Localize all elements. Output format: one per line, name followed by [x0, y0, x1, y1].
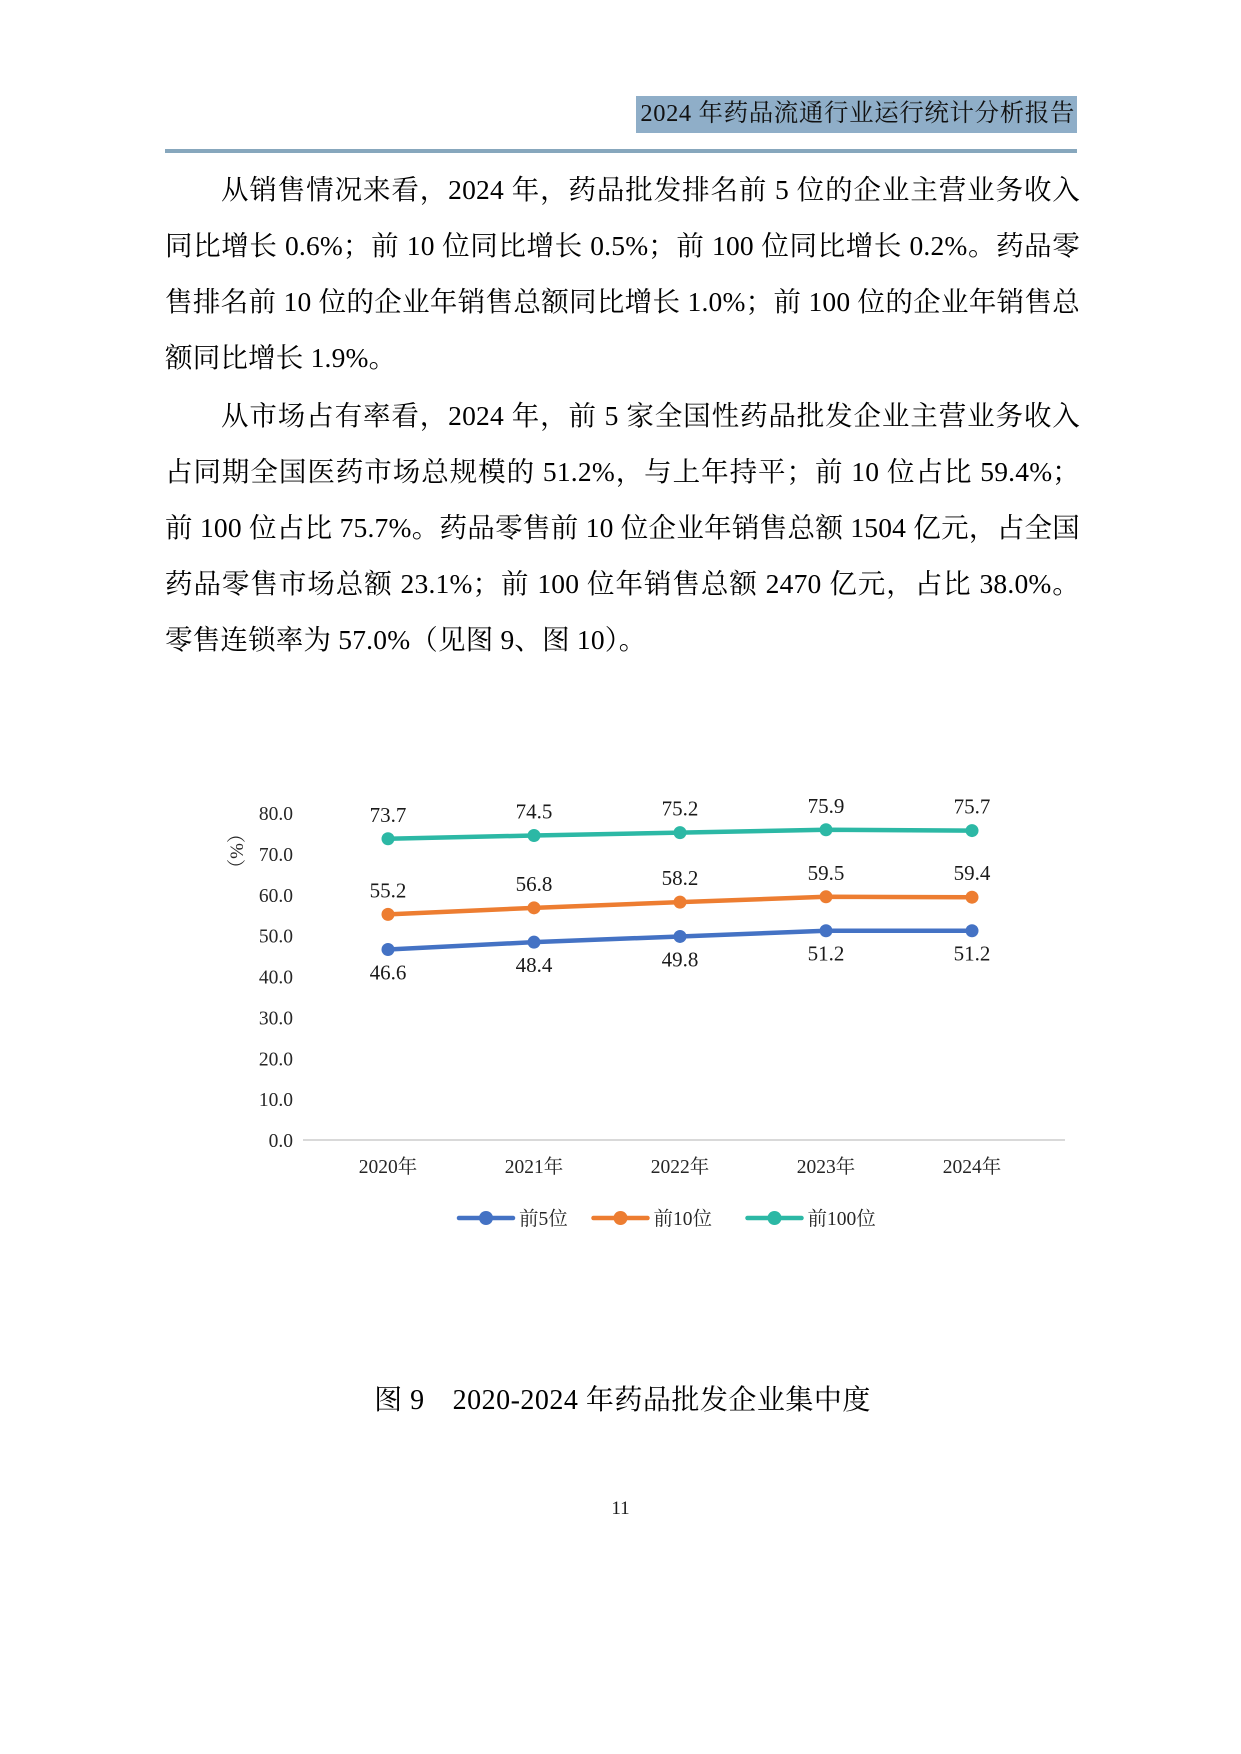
legend-label: 前10位	[653, 1209, 713, 1230]
legend-swatch-marker	[768, 1211, 782, 1225]
chart-data-label: 48.4	[515, 953, 553, 978]
chart-data-point	[674, 826, 687, 839]
chart-data-label: 59.4	[953, 861, 991, 886]
chart-data-label: 73.7	[369, 802, 407, 827]
chart-data-point	[382, 943, 395, 956]
chart-data-point	[528, 829, 541, 842]
chart-data-label: 75.7	[953, 794, 991, 819]
y-axis-tick-label: 20.0	[258, 1049, 293, 1071]
y-axis-tick-label: 50.0	[258, 926, 293, 948]
chart-data-label: 55.2	[369, 878, 407, 903]
legend-label: 前5位	[519, 1209, 568, 1230]
chart-data-point	[820, 924, 833, 937]
chart-data-point	[674, 896, 687, 909]
y-axis-tick-label: 80.0	[258, 804, 293, 825]
y-axis-title: （%）	[227, 824, 248, 878]
figure-9-chart-block	[165, 775, 1080, 1375]
chart-data-point	[674, 930, 687, 943]
chart-data-point	[966, 824, 979, 837]
y-axis-tick-label: 30.0	[258, 1008, 293, 1030]
chart-data-label: 58.2	[661, 866, 699, 891]
chart-data-point	[966, 891, 979, 904]
y-axis-tick-label: 70.0	[258, 844, 293, 866]
chart-data-point	[382, 832, 395, 845]
document-body	[165, 162, 1080, 670]
page-header	[165, 96, 1077, 142]
paragraph-market-share: 从市场占有率看，2024 年，前 5 家全国性药品批发企业主营业务收入占同期全国医药市场总规模的 51.2%，与上年持平；前 10 位占比 59.4%；前 100 位占比 75.7%。药品零售前 10 位企业年销售总额 1504 亿元，占全国药品零售市场总额 23.1%；前 100 位年销售总额 2470 亿元，占比 38.0%。零售连锁率为 57.0%（见图 9、图 10）。	[165, 400, 1080, 655]
chart-data-label: 75.2	[661, 796, 699, 821]
chart-data-point	[820, 890, 833, 903]
chart-data-point	[528, 936, 541, 949]
chart-data-label: 59.5	[807, 860, 845, 885]
chart-data-point	[966, 924, 979, 937]
x-axis-tick-label: 2022年	[650, 1157, 710, 1178]
y-axis-tick-label: 0.0	[268, 1131, 293, 1152]
chart-render-group	[226, 794, 1065, 1230]
x-axis-tick-label: 2021年	[504, 1157, 564, 1178]
chart-data-label: 74.5	[515, 799, 553, 824]
chart-data-label: 56.8	[515, 871, 553, 896]
paragraph-sales-overview: 从销售情况来看，2024 年，药品批发排名前 5 位的企业主营业务收入同比增长 0.6%；前 10 位同比增长 0.5%；前 100 位同比增长 0.2%。药品零售排名前 10 位的企业年销售总额同比增长 1.0%；前 100 位的企业年销售总额同比增长 1.9%。	[165, 174, 1080, 373]
page-number: 11	[611, 1498, 630, 1519]
line-chart	[165, 775, 1080, 1365]
legend-label: 前100位	[807, 1209, 876, 1230]
x-axis-tick-label: 2024年	[942, 1157, 1002, 1178]
y-axis-tick-label: 40.0	[258, 967, 293, 989]
chart-data-point	[382, 908, 395, 921]
chart-data-label: 49.8	[661, 947, 699, 972]
figure-caption-number: 图 9	[374, 1385, 425, 1416]
chart-data-label: 51.2	[953, 941, 991, 966]
chart-data-point	[820, 823, 833, 836]
legend-swatch-marker	[479, 1211, 493, 1225]
chart-data-label: 46.6	[369, 960, 407, 985]
x-axis-tick-label: 2020年	[358, 1157, 418, 1178]
chart-data-label: 75.9	[807, 793, 845, 818]
figure-caption-title: 2020-2024 年药品批发企业集中度	[452, 1385, 871, 1416]
chart-svg	[165, 775, 1080, 1365]
y-axis-tick-label: 60.0	[258, 885, 293, 907]
header-title: 2024 年药品流通行业运行统计分析报告	[636, 96, 1077, 133]
legend-swatch-marker	[614, 1211, 628, 1225]
figure-caption	[165, 1378, 1080, 1418]
chart-data-point	[528, 901, 541, 914]
y-axis-tick-label: 10.0	[258, 1090, 293, 1112]
header-divider-rule	[165, 149, 1077, 153]
x-axis-tick-label: 2023年	[796, 1157, 856, 1178]
chart-data-label: 51.2	[807, 941, 845, 966]
